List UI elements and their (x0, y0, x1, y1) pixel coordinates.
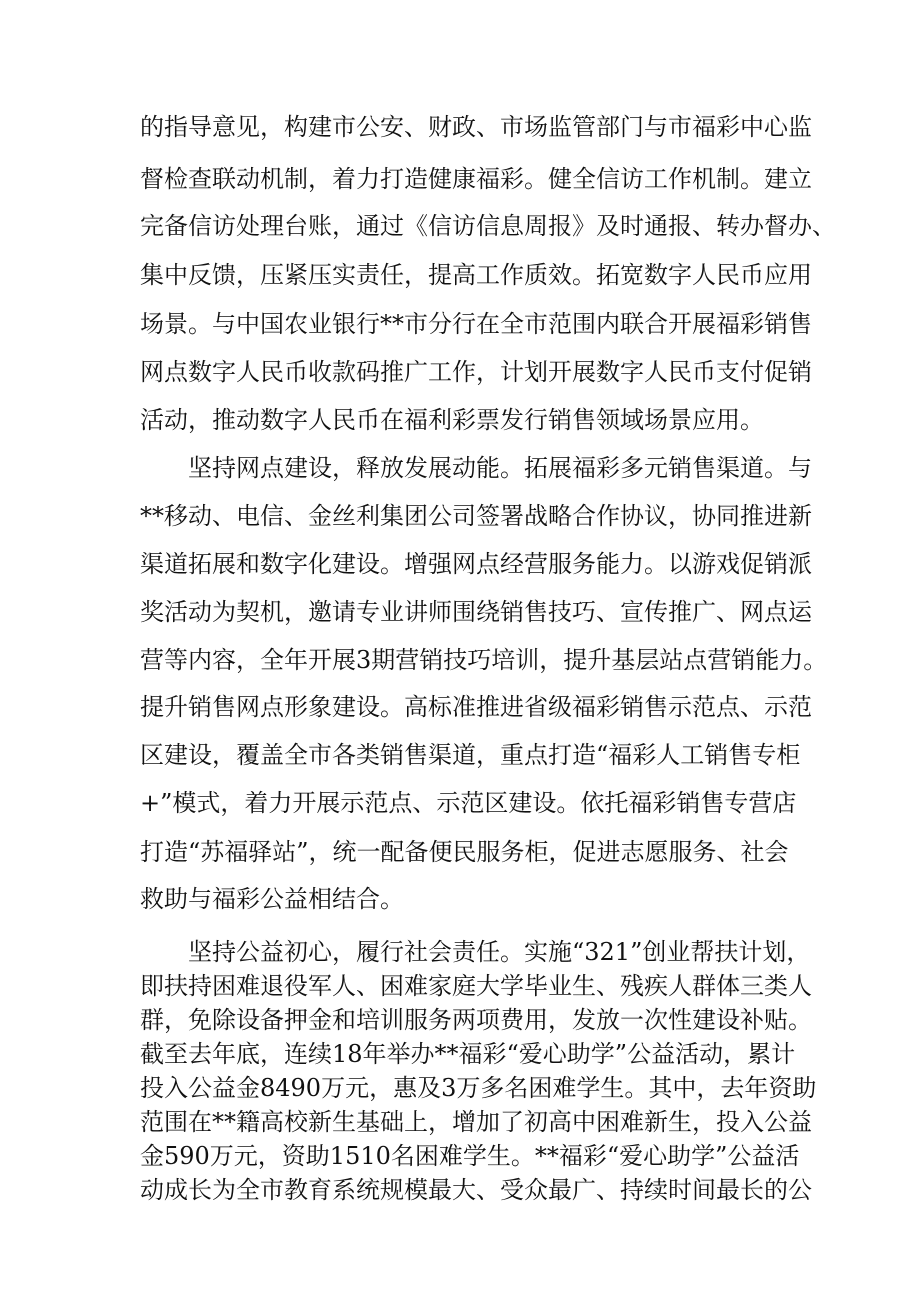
text-line: 活动，推动数字人民币在福利彩票发行销售领域场景应用。 (140, 406, 764, 434)
text-line: 坚持网点建设，释放发展动能。拓展福彩多元销售渠道。与 (188, 454, 812, 482)
text-line: +”模式，着力开展示范点、示范区建设。依托福彩销售专营店 (140, 789, 797, 817)
text-line: 金590万元，资助1510名困难学生。**福彩“爱心助学”公益活 (140, 1142, 800, 1170)
text-line: 完备信访处理台账，通过《信访信息周报》及时通报、转办督办、 (140, 212, 836, 240)
text-line: 区建设，覆盖全市各类销售渠道，重点打造“福彩人工销售专柜 (140, 741, 801, 769)
text-line: 的指导意见，构建市公安、财政、市场监管部门与市福彩中心监 (140, 113, 812, 141)
text-line: 打造“苏福驿站”，统一配备便民服务柜，促进志愿服务、社会 (140, 838, 789, 866)
text-line: 群，免除设备押金和培训服务两项费用，发放一次性建设补贴。 (140, 1006, 812, 1034)
text-line: 场景。与中国农业银行**市分行在全市范围内联合开展福彩销售 (140, 310, 812, 338)
text-line: 投入公益金8490万元，惠及3万多名困难学生。其中，去年资助 (140, 1074, 817, 1102)
text-line: 渠道拓展和数字化建设。增强网点经营服务能力。以游戏促销派 (140, 550, 812, 578)
text-line: 网点数字人民币收款码推广工作，计划开展数字人民币支付促销 (140, 358, 812, 386)
text-line: 提升销售网点形象建设。高标准推进省级福彩销售示范点、示范 (140, 693, 812, 721)
text-line: 范围在**籍高校新生基础上，增加了初高中困难新生，投入公益 (140, 1108, 812, 1136)
text-line: 截至去年底，连续18年举办**福彩“爱心助学”公益活动，累计 (140, 1040, 796, 1068)
text-line: 即扶持困难退役军人、困难家庭大学毕业生、残疾人群体三类人 (140, 972, 812, 1000)
text-line: 动成长为全市教育系统规模最大、受众最广、持续时间最长的公 (140, 1176, 812, 1204)
text-line: **移动、电信、金丝利集团公司签署战略合作协议，协同推进新 (140, 502, 812, 530)
text-line: 救助与福彩公益相结合。 (140, 885, 404, 913)
text-line: 坚持公益初心，履行社会责任。实施“321”创业帮扶计划， (188, 938, 811, 966)
text-line: 营等内容，全年开展3期营销技巧培训，提升基层站点营销能力。 (140, 646, 828, 674)
text-line: 集中反馈，压紧压实责任，提高工作质效。拓宽数字人民币应用 (140, 261, 812, 289)
text-line: 奖活动为契机，邀请专业讲师围绕销售技巧、宣传推广、网点运 (140, 598, 812, 626)
text-line: 督检查联动机制，着力打造健康福彩。健全信访工作机制。建立 (140, 165, 812, 193)
